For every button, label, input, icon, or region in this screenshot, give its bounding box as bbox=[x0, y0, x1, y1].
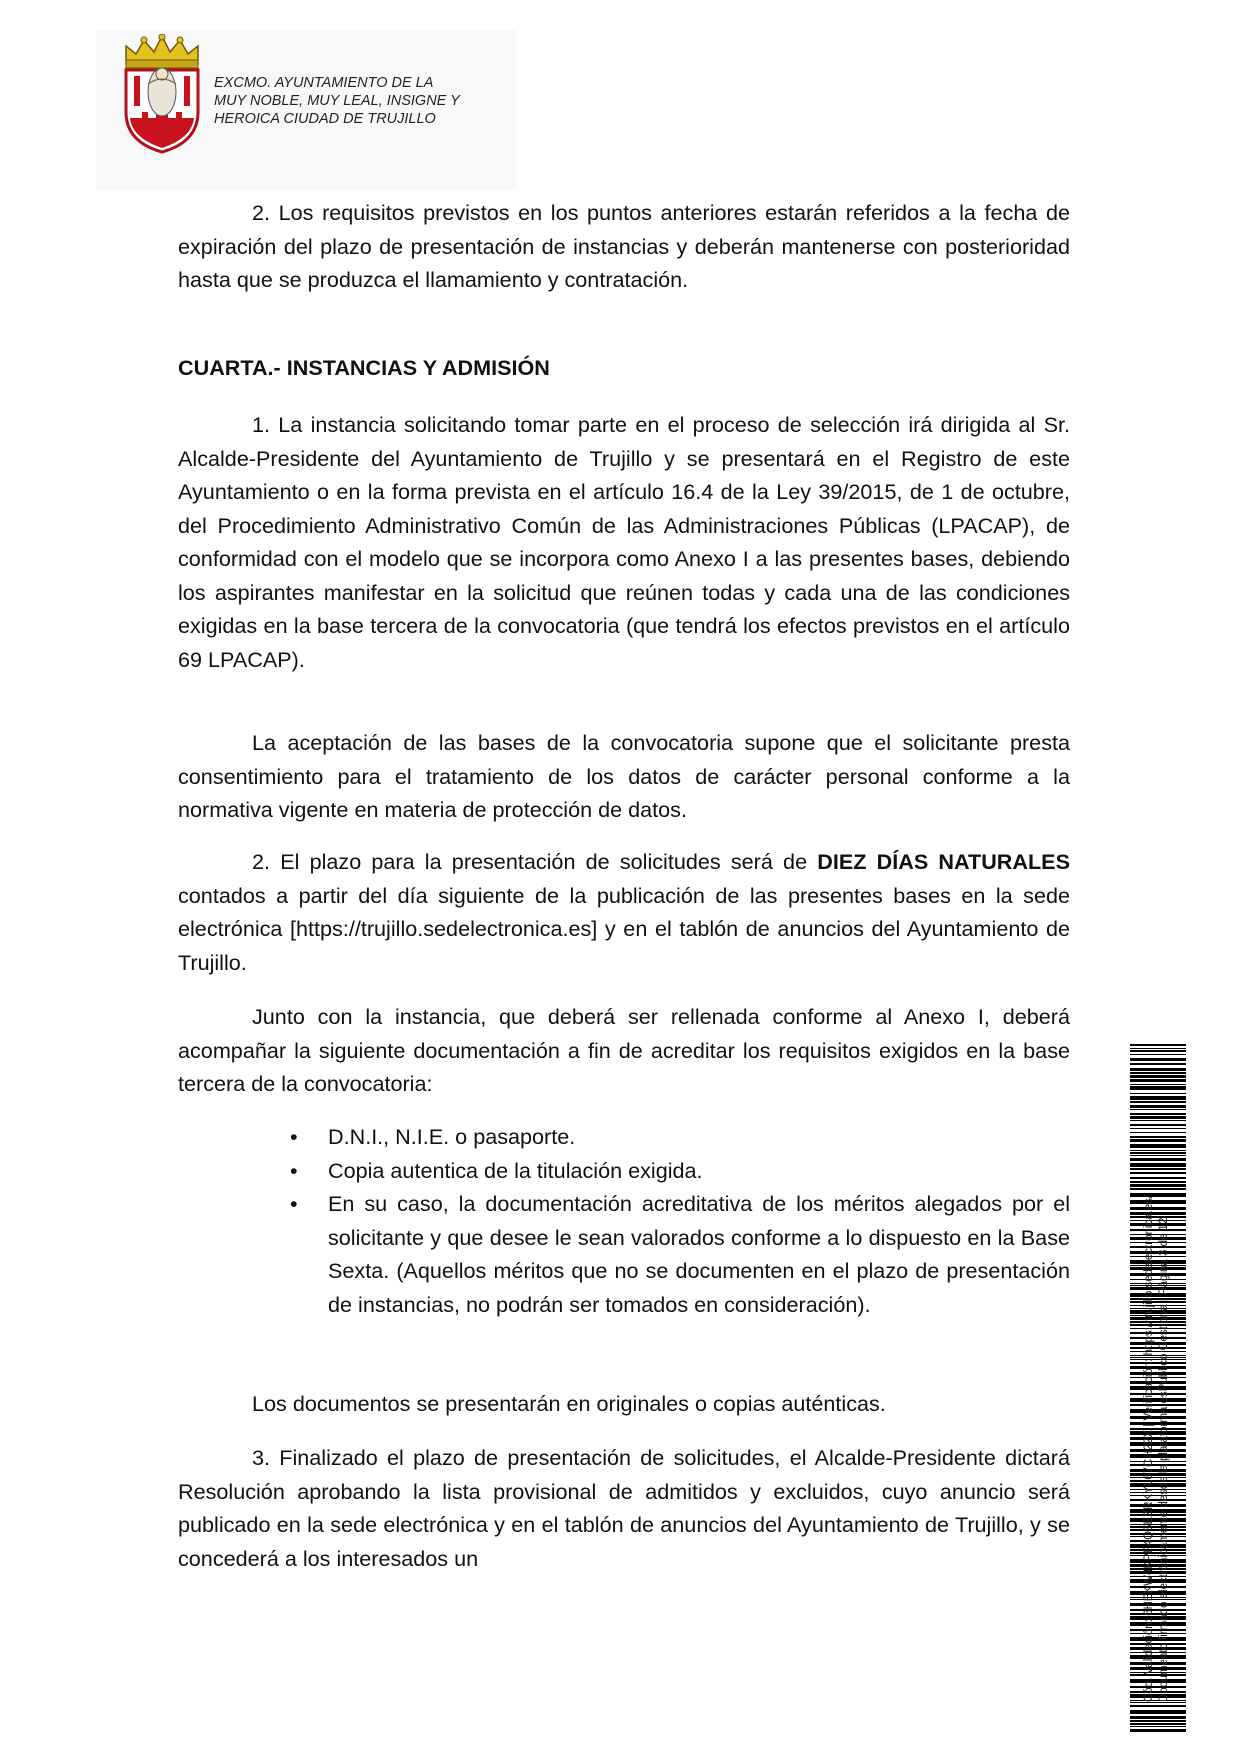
barcode-bar bbox=[1130, 1086, 1186, 1090]
letterhead bbox=[96, 30, 516, 190]
plazo-text-after: contados a partir del día siguiente de la publicación de las presentes bases en la sede electrónica [https://trujillo.sedelectronica.es] y en el tablón de anuncios del Ayuntamiento de Trujillo. bbox=[178, 882, 1070, 975]
barcode-bar bbox=[1130, 1124, 1186, 1126]
barcode-bar bbox=[1130, 1050, 1186, 1052]
list-item-text: D.N.I., N.I.E. o pasaporte. bbox=[328, 1124, 576, 1149]
plazo-text-before: 2. El plazo para la presentación de solicitudes será de bbox=[252, 849, 818, 874]
validation-text bbox=[1142, 1142, 1182, 1702]
paragraph-aceptacion: La aceptación de las bases de la convocatoria supone que el solicitante presta consentimiento para el tratamiento de los datos de carácter personal conforme a la normativa vigente en materia de protección de datos. bbox=[178, 730, 1070, 822]
barcode-bar bbox=[1130, 1079, 1186, 1082]
barcode-bar bbox=[1130, 1720, 1186, 1722]
barcode-bar bbox=[1130, 1075, 1186, 1078]
barcode-bar bbox=[1130, 1128, 1186, 1129]
paragraph-originales: Los documentos se presentarán en originales o copias auténticas. bbox=[252, 1391, 886, 1416]
barcode-bar bbox=[1130, 1116, 1186, 1119]
barcode-bar bbox=[1130, 1105, 1186, 1108]
barcode-bar bbox=[1130, 1710, 1186, 1714]
barcode-bar bbox=[1130, 1101, 1186, 1103]
paragraph-requisitos: 2. Los requisitos previstos en los puntos anteriores estarán referidos a la fecha de expiración del plazo de presentación de instancias y deberán mantenerse con posterioridad hasta que se produzca el llamamiento y contratación. bbox=[178, 200, 1070, 292]
org-name-line-2: MUY NOBLE, MUY LEAL, INSIGNE Y bbox=[214, 93, 460, 109]
barcode-bar bbox=[1130, 1044, 1186, 1046]
section-heading: CUARTA.- INSTANCIAS Y ADMISIÓN bbox=[178, 355, 550, 380]
barcode-bar bbox=[1130, 1726, 1186, 1727]
barcode-bar bbox=[1130, 1048, 1186, 1049]
org-name-line-3: HEROICA CIUDAD DE TRUJILLO bbox=[214, 111, 436, 127]
plazo-emphasis: DIEZ DÍAS NATURALES bbox=[817, 849, 1070, 874]
document-list bbox=[178, 1120, 1070, 1321]
org-name-line-1: EXCMO. AYUNTAMIENTO DE LA bbox=[214, 75, 434, 91]
paragraph-finalizado: 3. Finalizado el plazo de presentación de solicitudes, el Alcalde-Presidente dictará Resolución aprobando la lista provisional de admitidos y excluidos, cuyo anuncio será publicado en la sede electrónica y en el tablón de anuncios del Ayuntamiento de Trujillo, y se concederá a los interesados un bbox=[178, 1445, 1070, 1571]
list-item-text: En su caso, la documentación acreditativa de los méritos alegados por el solicitante y que desee le sean valorados conforme a lo dispuesto en la Base Sexta. (Aquellos méritos que no se documenten en el plazo de presentación de instancias, no podrán ser tomados en consideración). bbox=[328, 1191, 1070, 1317]
barcode-bar bbox=[1130, 1084, 1186, 1085]
barcode-bar bbox=[1130, 1054, 1186, 1055]
barcode-bar bbox=[1130, 1702, 1186, 1703]
barcode-bar bbox=[1130, 1705, 1186, 1707]
barcode-bar bbox=[1130, 1058, 1186, 1061]
barcode-bar bbox=[1130, 1072, 1186, 1074]
list-item bbox=[178, 1120, 1070, 1154]
barcode-bar bbox=[1130, 1723, 1186, 1725]
bullet-icon: • bbox=[290, 1124, 298, 1149]
barcode-bar bbox=[1130, 1063, 1186, 1065]
bullet-icon: • bbox=[290, 1191, 298, 1216]
coat-of-arms-icon bbox=[112, 34, 212, 154]
paragraph-plazo bbox=[178, 845, 1070, 979]
barcode-bar bbox=[1130, 1132, 1186, 1133]
barcode-bar bbox=[1130, 1093, 1186, 1094]
list-item-text: Copia autentica de la titulación exigida. bbox=[328, 1157, 703, 1183]
validation-line-1: Cód. Validación: 6HEKW4KPF4Q5EZRKYL67CH22X | Verificación: https://trujillo.sedelectronica.es/ bbox=[1143, 1194, 1155, 1702]
barcode-bar bbox=[1130, 1109, 1186, 1110]
barcode-bar bbox=[1130, 1120, 1186, 1121]
barcode-bar bbox=[1130, 1716, 1186, 1719]
list-item bbox=[178, 1154, 1070, 1188]
barcode-bar bbox=[1130, 1136, 1186, 1138]
bullet-icon: • bbox=[290, 1157, 298, 1183]
barcode-bar bbox=[1130, 1096, 1186, 1100]
barcode-bar bbox=[1130, 1068, 1186, 1071]
paragraph-documentacion: Junto con la instancia, que deberá ser rellenada conforme al Anexo I, deberá acompañar la siguiente documentación a fin de acreditar los requisitos exigidos en la base tercera de la convocatoria: bbox=[178, 1004, 1070, 1096]
barcode-bar bbox=[1130, 1729, 1186, 1732]
list-item bbox=[178, 1187, 1070, 1321]
paragraph-instancia: 1. La instancia solicitando tomar parte en el proceso de selección irá dirigida al Sr. Alcalde-Presidente del Ayuntamiento de Trujillo y se presentará en el Registro de este Ayuntamiento o en la forma prevista en el artículo 16.4 de la Ley 39/2015, de 1 de octubre, del Procedimiento Administrativo Común de las Administraciones Públicas (LPACAP), de conformidad con el modelo que se incorpora como Anexo I a las presentes bases, debiendo los aspirantes manifestar en la solicitud que reúnen todas y cada una de las condiciones exigidas en la base tercera de la convocatoria (que tendrá los efectos previstos en el artículo 69 LPACAP). bbox=[178, 412, 1070, 672]
organization-name bbox=[214, 74, 514, 128]
validation-line-2: Documento firmado electrónicamente desde la plataforma esPublico Gestiona | Página 3 de 12 bbox=[1158, 1217, 1170, 1702]
barcode-bar bbox=[1130, 1113, 1186, 1115]
